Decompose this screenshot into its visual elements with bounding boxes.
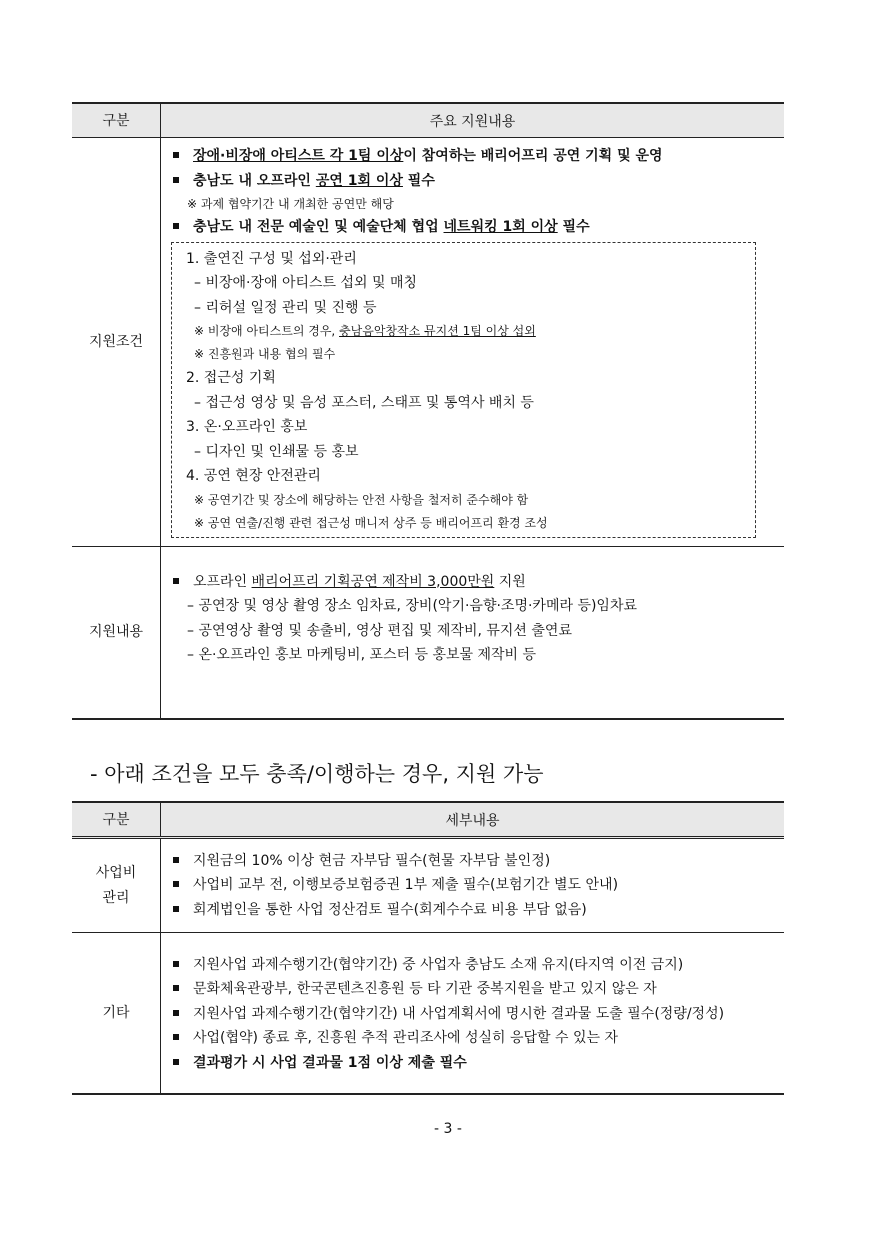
bullet-square-icon (173, 177, 179, 183)
box-step-detail: – 리허설 일정 관리 및 진행 등 (194, 299, 377, 316)
list-item: 지원사업 과제수행기간(협약기간) 내 사업계획서에 명시한 결과물 도출 필수(정량/정성) (171, 1002, 784, 1027)
box-note: ※ 공연기간 및 장소에 해당하는 안전 사항을 철저히 준수해야 함 (194, 492, 529, 507)
condition-item: 장애·비장애 아티스트 각 1팀 이상이 참여하는 배리어프리 공연 기획 및 운영 (171, 144, 784, 169)
bullet-square-icon (173, 1034, 179, 1040)
bullet-square-icon (173, 985, 179, 991)
row-label-etc: 기타 (72, 933, 161, 1095)
list-item: 지원사업 과제수행기간(협약기간) 중 사업자 충남도 소재 유지(타지역 이전 금지) (171, 953, 784, 978)
table-row-support (72, 546, 784, 719)
support-conditions-table (72, 102, 784, 720)
col-header-category: 구분 (72, 802, 161, 838)
requirements-table (72, 801, 784, 1095)
col-header-category: 구분 (72, 103, 161, 138)
col-header-details: 세부내용 (161, 802, 785, 838)
list-item: 결과평가 시 사업 결과물 1점 이상 제출 필수 (171, 1051, 784, 1076)
row-label-budget: 사업비 관리 (72, 838, 161, 933)
condition-item: 충남도 내 전문 예술인 및 예술단체 협업 네트워킹 1회 이상 필수 (171, 215, 784, 240)
support-detail: – 온·오프라인 홍보 마케팅비, 포스터 등 홍보물 제작비 등 (187, 647, 537, 663)
box-step-title: 2. 접근성 기획 (186, 370, 276, 386)
box-step-detail: – 비장애·장애 아티스트 섭외 및 매칭 (194, 275, 418, 291)
list-item: 사업비 교부 전, 이행보증보험증권 1부 제출 필수(보험기간 별도 안내) (171, 873, 784, 898)
support-detail: – 공연영상 촬영 및 송출비, 영상 편집 및 제작비, 뮤지션 출연료 (187, 622, 572, 639)
box-step-title: 3. 온·오프라인 홍보 (186, 419, 308, 435)
row-label-conditions: 지원조건 (72, 138, 161, 547)
support-item: 오프라인 배리어프리 기획공연 제작비 3,000만원 지원 (171, 570, 784, 595)
bullet-square-icon (173, 152, 179, 158)
condition-item: 충남도 내 오프라인 공연 1회 이상 필수 (171, 169, 784, 194)
bullet-square-icon (173, 961, 179, 967)
box-note: ※ 공연 연출/진행 관련 접근성 매니저 상주 등 배리어프리 환경 조성 (194, 515, 548, 530)
bullet-square-icon (173, 857, 179, 863)
row-label-support: 지원내용 (72, 546, 161, 719)
bullet-square-icon (173, 223, 179, 229)
table-row-etc (72, 933, 784, 1095)
support-detail: – 공연장 및 영상 촬영 장소 임차료, 장비(악기·음향·조명·카메라 등)임차료 (187, 598, 637, 614)
bullet-square-icon (173, 578, 179, 584)
box-note: ※ 비장애 아티스트의 경우, 충남음악창작소 뮤지션 1팀 이상 섭외 (194, 324, 536, 338)
condition-note: ※ 과제 협약기간 내 개최한 공연만 해당 (187, 197, 394, 211)
list-item: 지원금의 10% 이상 현금 자부담 필수(현물 자부담 불인정) (171, 849, 784, 874)
col-header-main-content: 주요 지원내용 (161, 103, 785, 138)
box-step-detail: – 디자인 및 인쇄물 등 홍보 (194, 443, 359, 460)
bullet-square-icon (173, 1010, 179, 1016)
box-note: ※ 진흥원과 내용 협의 필수 (194, 347, 336, 361)
page-number: - 3 - (434, 1121, 462, 1137)
box-step-title: 4. 공연 현장 안전관리 (186, 468, 321, 484)
box-step-detail: – 접근성 영상 및 음성 포스터, 스태프 및 통역사 배치 등 (194, 394, 534, 411)
table-row-budget (72, 838, 784, 933)
list-item: 회계법인을 통한 사업 정산검토 필수(회계수수료 비용 부담 없음) (171, 898, 784, 923)
box-step-title: 1. 출연진 구성 및 섭외·관리 (186, 250, 357, 267)
list-item: 사업(협약) 종료 후, 진흥원 추적 관리조사에 성실히 응답할 수 있는 자 (171, 1026, 784, 1051)
detail-dashed-box (171, 242, 756, 538)
section-title: - 아래 조건을 모두 충족/이행하는 경우, 지원 가능 (90, 762, 544, 786)
list-item: 문화체육관광부, 한국콘텐츠진흥원 등 타 기관 중복지원을 받고 있지 않은 자 (171, 977, 784, 1002)
table-row-conditions (72, 138, 784, 547)
bullet-square-icon (173, 906, 179, 912)
bullet-square-icon (173, 881, 179, 887)
bullet-square-icon (173, 1059, 179, 1065)
